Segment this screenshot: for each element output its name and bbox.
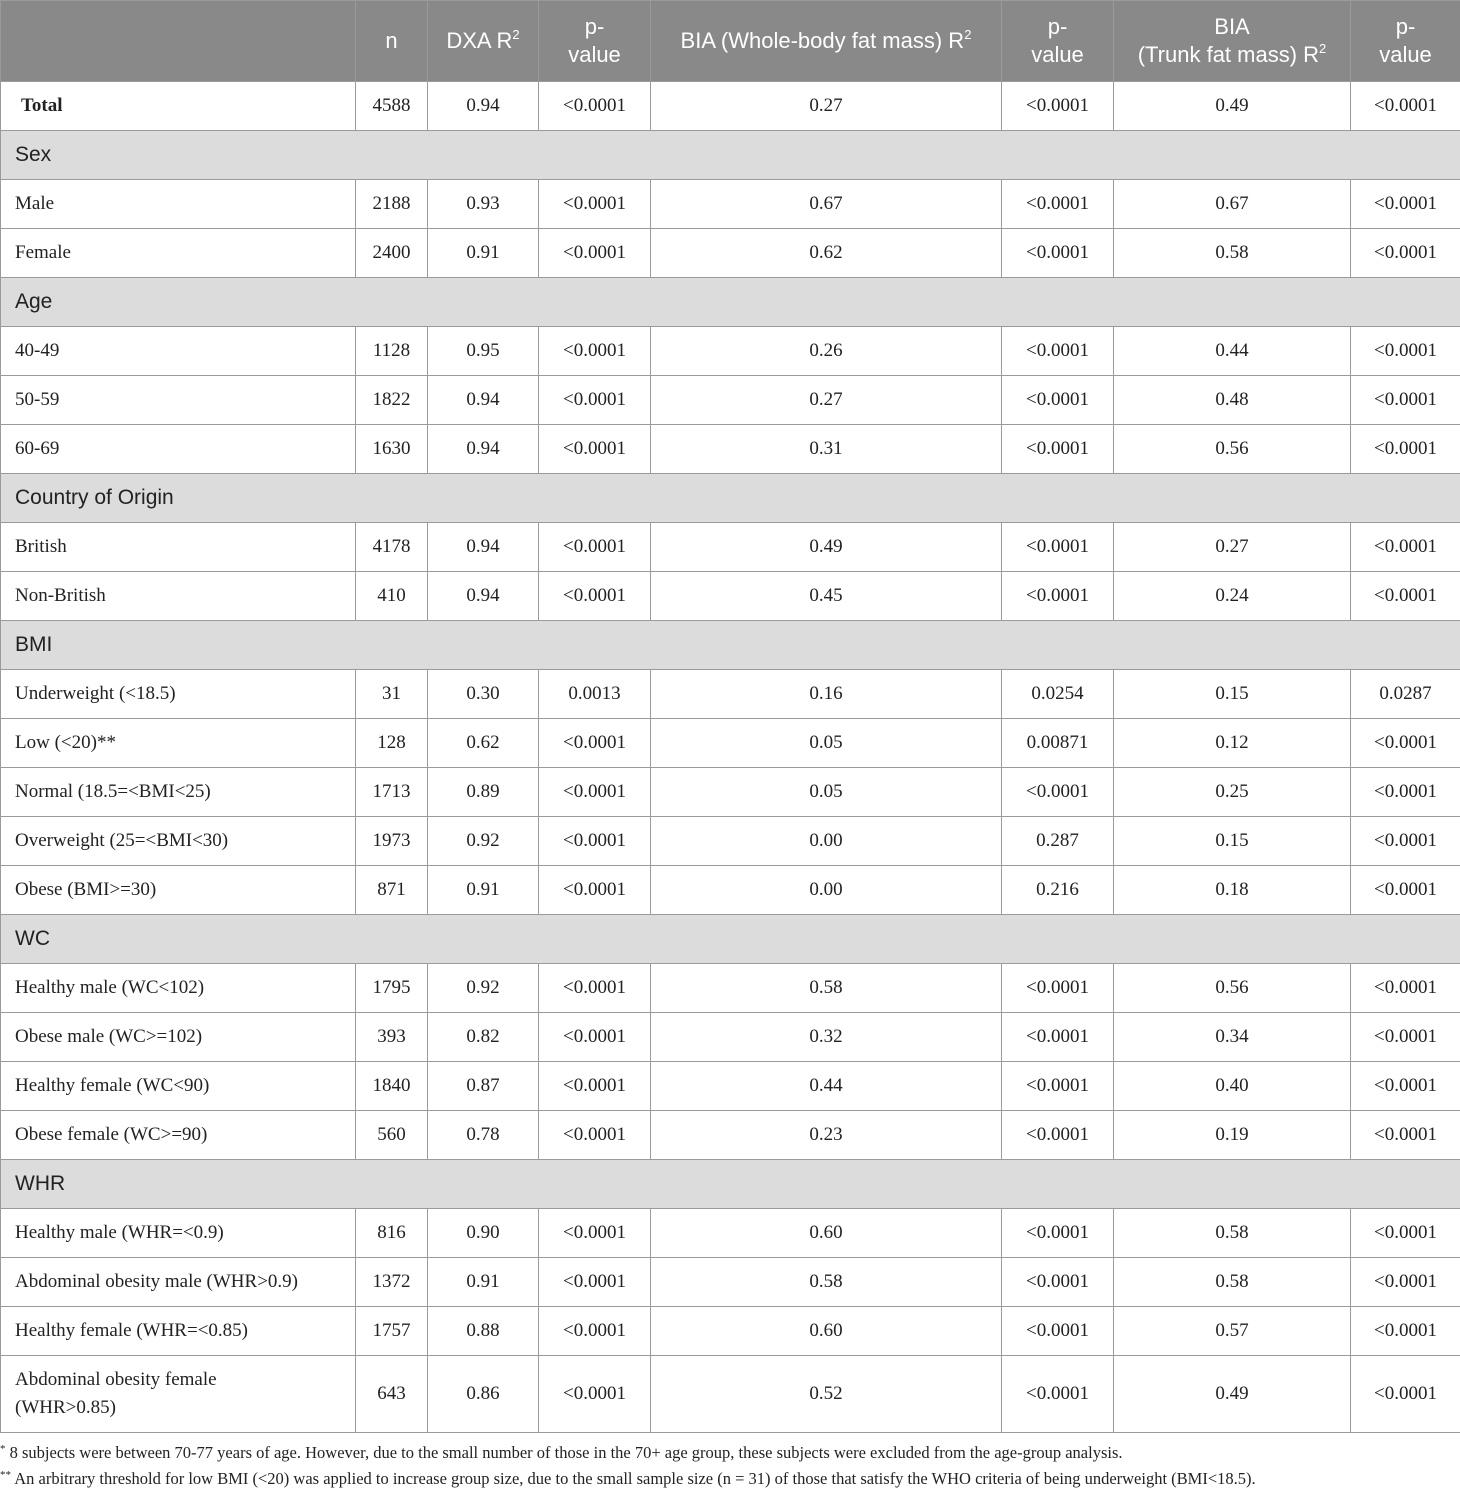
table-cell: 0.93 xyxy=(428,180,539,229)
table-cell: 0.58 xyxy=(651,1258,1002,1307)
table-row xyxy=(1,964,1460,1013)
table-cell: <0.0001 xyxy=(1002,376,1114,425)
header-bia-trunk-r2: BIA (Trunk fat mass) $R^2$ xyxy=(1114,1,1351,82)
table-cell: 0.0287 xyxy=(1351,670,1460,719)
table-cell: 0.44 xyxy=(651,1062,1002,1111)
row-label: 40-49 xyxy=(1,327,356,376)
table-cell: 31 xyxy=(356,670,428,719)
header-p-value-2: p- value xyxy=(1002,1,1114,82)
table-cell: <0.0001 xyxy=(539,1111,651,1160)
table-cell: <0.0001 xyxy=(1351,1258,1460,1307)
table-cell: <0.0001 xyxy=(1002,572,1114,621)
table-cell: 0.67 xyxy=(651,180,1002,229)
table-cell: <0.0001 xyxy=(539,82,651,131)
table-row xyxy=(1,376,1460,425)
table-cell: <0.0001 xyxy=(1002,523,1114,572)
footnote: * 8 subjects were between 70-77 years of age. However, due to the small number of those in the 70+ age group, these subjects were excluded from the age-group analysis. xyxy=(0,1443,1123,1462)
table-cell: 1757 xyxy=(356,1307,428,1356)
section-title: Sex xyxy=(1,131,1460,180)
table-cell: 0.94 xyxy=(428,425,539,474)
table-cell: 0.44 xyxy=(1114,327,1351,376)
table-row xyxy=(1,1307,1460,1356)
table-row xyxy=(1,572,1460,621)
table-cell: 0.49 xyxy=(651,523,1002,572)
table-cell: 0.27 xyxy=(651,376,1002,425)
table-cell: 0.25 xyxy=(1114,768,1351,817)
table-cell: 0.95 xyxy=(428,327,539,376)
table-cell: 0.88 xyxy=(428,1307,539,1356)
table-cell: <0.0001 xyxy=(1002,1111,1114,1160)
section-row xyxy=(1,278,1460,327)
section-title: Age xyxy=(1,278,1460,327)
footnotes xyxy=(0,1440,1460,1492)
table-cell: <0.0001 xyxy=(539,1062,651,1111)
table-cell: <0.0001 xyxy=(539,572,651,621)
table-row xyxy=(1,425,1460,474)
section-title: WC xyxy=(1,915,1460,964)
table-cell: <0.0001 xyxy=(1002,1307,1114,1356)
header-n: n xyxy=(356,1,428,82)
table-cell: 0.62 xyxy=(651,229,1002,278)
row-label: Total xyxy=(1,82,356,131)
table-cell: <0.0001 xyxy=(1002,180,1114,229)
table-cell: 1795 xyxy=(356,964,428,1013)
table-row xyxy=(1,866,1460,915)
row-label: 50-59 xyxy=(1,376,356,425)
table-cell: 0.58 xyxy=(651,964,1002,1013)
table-cell: 1128 xyxy=(356,327,428,376)
table-cell: 0.49 xyxy=(1114,82,1351,131)
table-cell: 0.56 xyxy=(1114,425,1351,474)
row-label: Healthy female (WC<90) xyxy=(1,1062,356,1111)
row-label: Obese (BMI>=30) xyxy=(1,866,356,915)
header-blank xyxy=(1,1,356,82)
table-cell: <0.0001 xyxy=(539,1307,651,1356)
row-label: Low (<20)** xyxy=(1,719,356,768)
header-bia-whole-r2: BIA (Whole-body fat mass) $R^2$ xyxy=(651,1,1002,82)
table-cell: <0.0001 xyxy=(1002,964,1114,1013)
table-cell: 0.94 xyxy=(428,572,539,621)
table-cell: 1822 xyxy=(356,376,428,425)
table-cell: <0.0001 xyxy=(1351,1307,1460,1356)
table-cell: 0.48 xyxy=(1114,376,1351,425)
table-cell: 0.60 xyxy=(651,1209,1002,1258)
table-cell: 0.34 xyxy=(1114,1013,1351,1062)
table-cell: <0.0001 xyxy=(539,376,651,425)
table-cell: 0.57 xyxy=(1114,1307,1351,1356)
table-cell: 0.00871 xyxy=(1002,719,1114,768)
table-cell: <0.0001 xyxy=(1351,768,1460,817)
table-cell: <0.0001 xyxy=(539,1356,651,1433)
table-cell: 0.78 xyxy=(428,1111,539,1160)
table-row xyxy=(1,1111,1460,1160)
table-cell: 0.0254 xyxy=(1002,670,1114,719)
section-title: WHR xyxy=(1,1160,1460,1209)
table-cell: 128 xyxy=(356,719,428,768)
table-cell: 0.60 xyxy=(651,1307,1002,1356)
table-cell: 0.62 xyxy=(428,719,539,768)
table-cell: <0.0001 xyxy=(1351,964,1460,1013)
table-row xyxy=(1,1258,1460,1307)
table-cell: 0.05 xyxy=(651,719,1002,768)
section-row xyxy=(1,131,1460,180)
table-cell: <0.0001 xyxy=(539,1258,651,1307)
table-cell: <0.0001 xyxy=(539,964,651,1013)
table-cell: <0.0001 xyxy=(1351,376,1460,425)
section-row xyxy=(1,915,1460,964)
table-cell: 0.12 xyxy=(1114,719,1351,768)
table-row xyxy=(1,229,1460,278)
table-cell: 0.91 xyxy=(428,866,539,915)
table-cell: 1973 xyxy=(356,817,428,866)
table-cell: <0.0001 xyxy=(539,768,651,817)
row-label: Healthy female (WHR=<0.85) xyxy=(1,1307,356,1356)
section-row xyxy=(1,474,1460,523)
row-label: Underweight (<18.5) xyxy=(1,670,356,719)
table-cell: 0.87 xyxy=(428,1062,539,1111)
table-cell: 871 xyxy=(356,866,428,915)
row-label: Male xyxy=(1,180,356,229)
table-cell: 816 xyxy=(356,1209,428,1258)
table-cell: 1713 xyxy=(356,768,428,817)
row-label: Healthy male (WC<102) xyxy=(1,964,356,1013)
table-cell: <0.0001 xyxy=(1351,1062,1460,1111)
table-cell: 0.18 xyxy=(1114,866,1351,915)
footnote: ** An arbitrary threshold for low BMI (<20) was applied to increase group size, due to the small sample size (n = 31) of those that satisfy the WHO criteria of being underweight (BMI<18.5). xyxy=(0,1469,1256,1488)
table-cell: <0.0001 xyxy=(1351,817,1460,866)
header-p-value-1: p- value xyxy=(539,1,651,82)
table-cell: 0.30 xyxy=(428,670,539,719)
section-title: BMI xyxy=(1,621,1460,670)
table-cell: <0.0001 xyxy=(539,327,651,376)
table-row xyxy=(1,82,1460,131)
table-row xyxy=(1,1013,1460,1062)
table-cell: 0.52 xyxy=(651,1356,1002,1433)
table-row xyxy=(1,817,1460,866)
table-cell: <0.0001 xyxy=(1002,1356,1114,1433)
table-cell: <0.0001 xyxy=(539,817,651,866)
row-label: Non-British xyxy=(1,572,356,621)
table-cell: <0.0001 xyxy=(1351,1356,1460,1433)
table-cell: 0.82 xyxy=(428,1013,539,1062)
table-cell: 0.91 xyxy=(428,229,539,278)
table-cell: <0.0001 xyxy=(1351,1111,1460,1160)
table-cell: 0.86 xyxy=(428,1356,539,1433)
table-cell: <0.0001 xyxy=(1351,425,1460,474)
table-cell: 0.05 xyxy=(651,768,1002,817)
row-label: Female xyxy=(1,229,356,278)
table-cell: 0.49 xyxy=(1114,1356,1351,1433)
table-cell: <0.0001 xyxy=(1351,82,1460,131)
table-cell: <0.0001 xyxy=(539,425,651,474)
table-cell: 0.31 xyxy=(651,425,1002,474)
table-cell: 643 xyxy=(356,1356,428,1433)
table-cell: 1372 xyxy=(356,1258,428,1307)
row-label: Abdominal obesity male (WHR>0.9) xyxy=(1,1258,356,1307)
table-cell: <0.0001 xyxy=(539,1013,651,1062)
table-cell: 0.58 xyxy=(1114,229,1351,278)
table-cell: <0.0001 xyxy=(1002,82,1114,131)
table-cell: 2188 xyxy=(356,180,428,229)
table-row xyxy=(1,670,1460,719)
row-label: Overweight (25=<BMI<30) xyxy=(1,817,356,866)
row-label: Normal (18.5=<BMI<25) xyxy=(1,768,356,817)
section-row xyxy=(1,621,1460,670)
table-cell: 4588 xyxy=(356,82,428,131)
table-cell: <0.0001 xyxy=(1351,1209,1460,1258)
table-cell: <0.0001 xyxy=(1351,229,1460,278)
table-cell: 560 xyxy=(356,1111,428,1160)
table-cell: 0.92 xyxy=(428,817,539,866)
table-cell: <0.0001 xyxy=(1002,1013,1114,1062)
table-cell: 0.216 xyxy=(1002,866,1114,915)
table-cell: 1630 xyxy=(356,425,428,474)
table-cell: 0.23 xyxy=(651,1111,1002,1160)
section-row xyxy=(1,1160,1460,1209)
table-cell: <0.0001 xyxy=(1002,1062,1114,1111)
table-cell: <0.0001 xyxy=(1002,1258,1114,1307)
table-cell: 0.91 xyxy=(428,1258,539,1307)
table-cell: <0.0001 xyxy=(1351,1013,1460,1062)
table-cell: <0.0001 xyxy=(539,866,651,915)
table-cell: 1840 xyxy=(356,1062,428,1111)
table-cell: <0.0001 xyxy=(539,719,651,768)
table-cell: <0.0001 xyxy=(1351,523,1460,572)
table-cell: <0.0001 xyxy=(1002,229,1114,278)
table-cell: <0.0001 xyxy=(539,180,651,229)
table-cell: <0.0001 xyxy=(539,229,651,278)
table-cell: <0.0001 xyxy=(1351,327,1460,376)
table-cell: 0.58 xyxy=(1114,1258,1351,1307)
table-row xyxy=(1,180,1460,229)
table-cell: 0.19 xyxy=(1114,1111,1351,1160)
table-row xyxy=(1,523,1460,572)
table-cell: 0.0013 xyxy=(539,670,651,719)
table-body xyxy=(1,82,1460,1433)
row-label: British xyxy=(1,523,356,572)
table-row xyxy=(1,1062,1460,1111)
table-cell: 0.15 xyxy=(1114,817,1351,866)
table-row xyxy=(1,719,1460,768)
header-p-value-3: p- value xyxy=(1351,1,1460,82)
table-cell: <0.0001 xyxy=(1351,866,1460,915)
table-cell: 0.287 xyxy=(1002,817,1114,866)
table-cell: 0.58 xyxy=(1114,1209,1351,1258)
table-cell: <0.0001 xyxy=(1351,572,1460,621)
table-cell: 0.67 xyxy=(1114,180,1351,229)
table-cell: <0.0001 xyxy=(1351,719,1460,768)
table-row xyxy=(1,1356,1460,1433)
table-cell: 393 xyxy=(356,1013,428,1062)
table-cell: 410 xyxy=(356,572,428,621)
table-cell: 0.32 xyxy=(651,1013,1002,1062)
row-label: 60-69 xyxy=(1,425,356,474)
table-cell: 0.45 xyxy=(651,572,1002,621)
header-row xyxy=(1,1,1460,82)
table-cell: <0.0001 xyxy=(1002,1209,1114,1258)
table-cell: 0.90 xyxy=(428,1209,539,1258)
row-label: Healthy male (WHR=<0.9) xyxy=(1,1209,356,1258)
table-cell: 0.27 xyxy=(651,82,1002,131)
table-cell: <0.0001 xyxy=(539,1209,651,1258)
table-cell: 0.40 xyxy=(1114,1062,1351,1111)
table-cell: <0.0001 xyxy=(1002,425,1114,474)
table-cell: 0.94 xyxy=(428,523,539,572)
table-cell: 4178 xyxy=(356,523,428,572)
table-cell: 0.27 xyxy=(1114,523,1351,572)
table-cell: 0.00 xyxy=(651,866,1002,915)
table-cell: 0.89 xyxy=(428,768,539,817)
table-cell: 0.94 xyxy=(428,82,539,131)
table-cell: 0.94 xyxy=(428,376,539,425)
row-label: Obese female (WC>=90) xyxy=(1,1111,356,1160)
table-row xyxy=(1,1209,1460,1258)
table-cell: 0.16 xyxy=(651,670,1002,719)
table-cell: 0.56 xyxy=(1114,964,1351,1013)
table-cell: 0.26 xyxy=(651,327,1002,376)
table-cell: <0.0001 xyxy=(1002,327,1114,376)
table-row xyxy=(1,327,1460,376)
section-title: Country of Origin xyxy=(1,474,1460,523)
row-label: Abdominal obesity female (WHR>0.85) xyxy=(1,1356,356,1433)
table-cell: <0.0001 xyxy=(1351,180,1460,229)
table-cell: 0.24 xyxy=(1114,572,1351,621)
table-cell: 0.15 xyxy=(1114,670,1351,719)
header-dxa-r2: DXA $R^2$ xyxy=(428,1,539,82)
table-cell: <0.0001 xyxy=(1002,768,1114,817)
table-cell: 0.92 xyxy=(428,964,539,1013)
table-cell: <0.0001 xyxy=(539,523,651,572)
table-cell: 2400 xyxy=(356,229,428,278)
table-cell: 0.00 xyxy=(651,817,1002,866)
table-row xyxy=(1,768,1460,817)
row-label: Obese male (WC>=102) xyxy=(1,1013,356,1062)
